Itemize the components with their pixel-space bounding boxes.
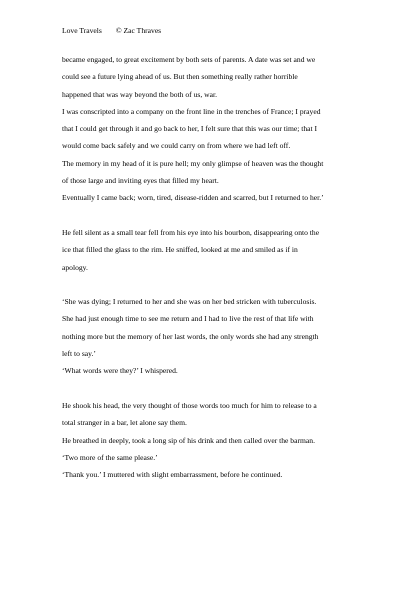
text-line: would come back safely and we could carry on from where we had left off. (62, 141, 291, 151)
text-line: that I could get through it and go back to her, I felt sure that this was our time; that I (62, 124, 318, 134)
text-line: ‘Two more of the same please.’ (62, 452, 158, 462)
text-line: He shook his head, the very thought of those words too much for him to release to a (62, 400, 317, 410)
text-line: apology. (62, 262, 88, 272)
text-line: ice that filled the glass to the rim. He sniffed, looked at me and smiled as if in (62, 245, 298, 255)
text-line: He breathed in deeply, took a long sip of his drink and then called over the barman. (62, 435, 315, 445)
paragraph-gap (62, 276, 362, 293)
text-line: ‘Thank you.’ I muttered with slight embarrassment, before he continued. (62, 470, 283, 480)
text-line: total stranger in a bar, let alone say them. (62, 418, 187, 428)
text-line: could see a future lying ahead of us. But then something really rather horrible (62, 72, 298, 82)
header-copyright: © Zac Thraves (115, 26, 162, 35)
page-header (62, 26, 161, 36)
text-line: became engaged, to great excitement by both sets of parents. A date was set and we (62, 55, 316, 64)
text-line: He fell silent as a small tear fell from his eye into his bourbon, disappearing onto the (62, 227, 320, 237)
paragraph-gap (62, 380, 362, 397)
text-line: of those large and inviting eyes that filled my heart. (62, 176, 219, 186)
body-text (62, 51, 362, 483)
text-line: ‘She was dying; I returned to her and she was on her bed stricken with tuberculosis. (62, 297, 317, 307)
text-line: left to say.’ (62, 349, 96, 359)
paragraph-gap (62, 207, 362, 224)
header-title: Love Travels (62, 26, 102, 35)
text-line: She had just enough time to see me return and I had to live the rest of that life with (62, 314, 314, 324)
text-line: nothing more but the memory of her last words, the only words she had any strength (62, 331, 319, 341)
text-line: ‘What words were they?’ I whispered. (62, 366, 178, 376)
text-line: I was conscripted into a company on the front line in the trenches of France; I prayed (62, 106, 321, 116)
text-line: The memory in my head of it is pure hell; my only glimpse of heaven was the thought (62, 158, 324, 168)
text-line: Eventually I came back; worn, tired, disease-ridden and scarred, but I returned to her.’ (62, 193, 324, 203)
text-line: happened that was way beyond the both of us, war. (62, 89, 218, 99)
